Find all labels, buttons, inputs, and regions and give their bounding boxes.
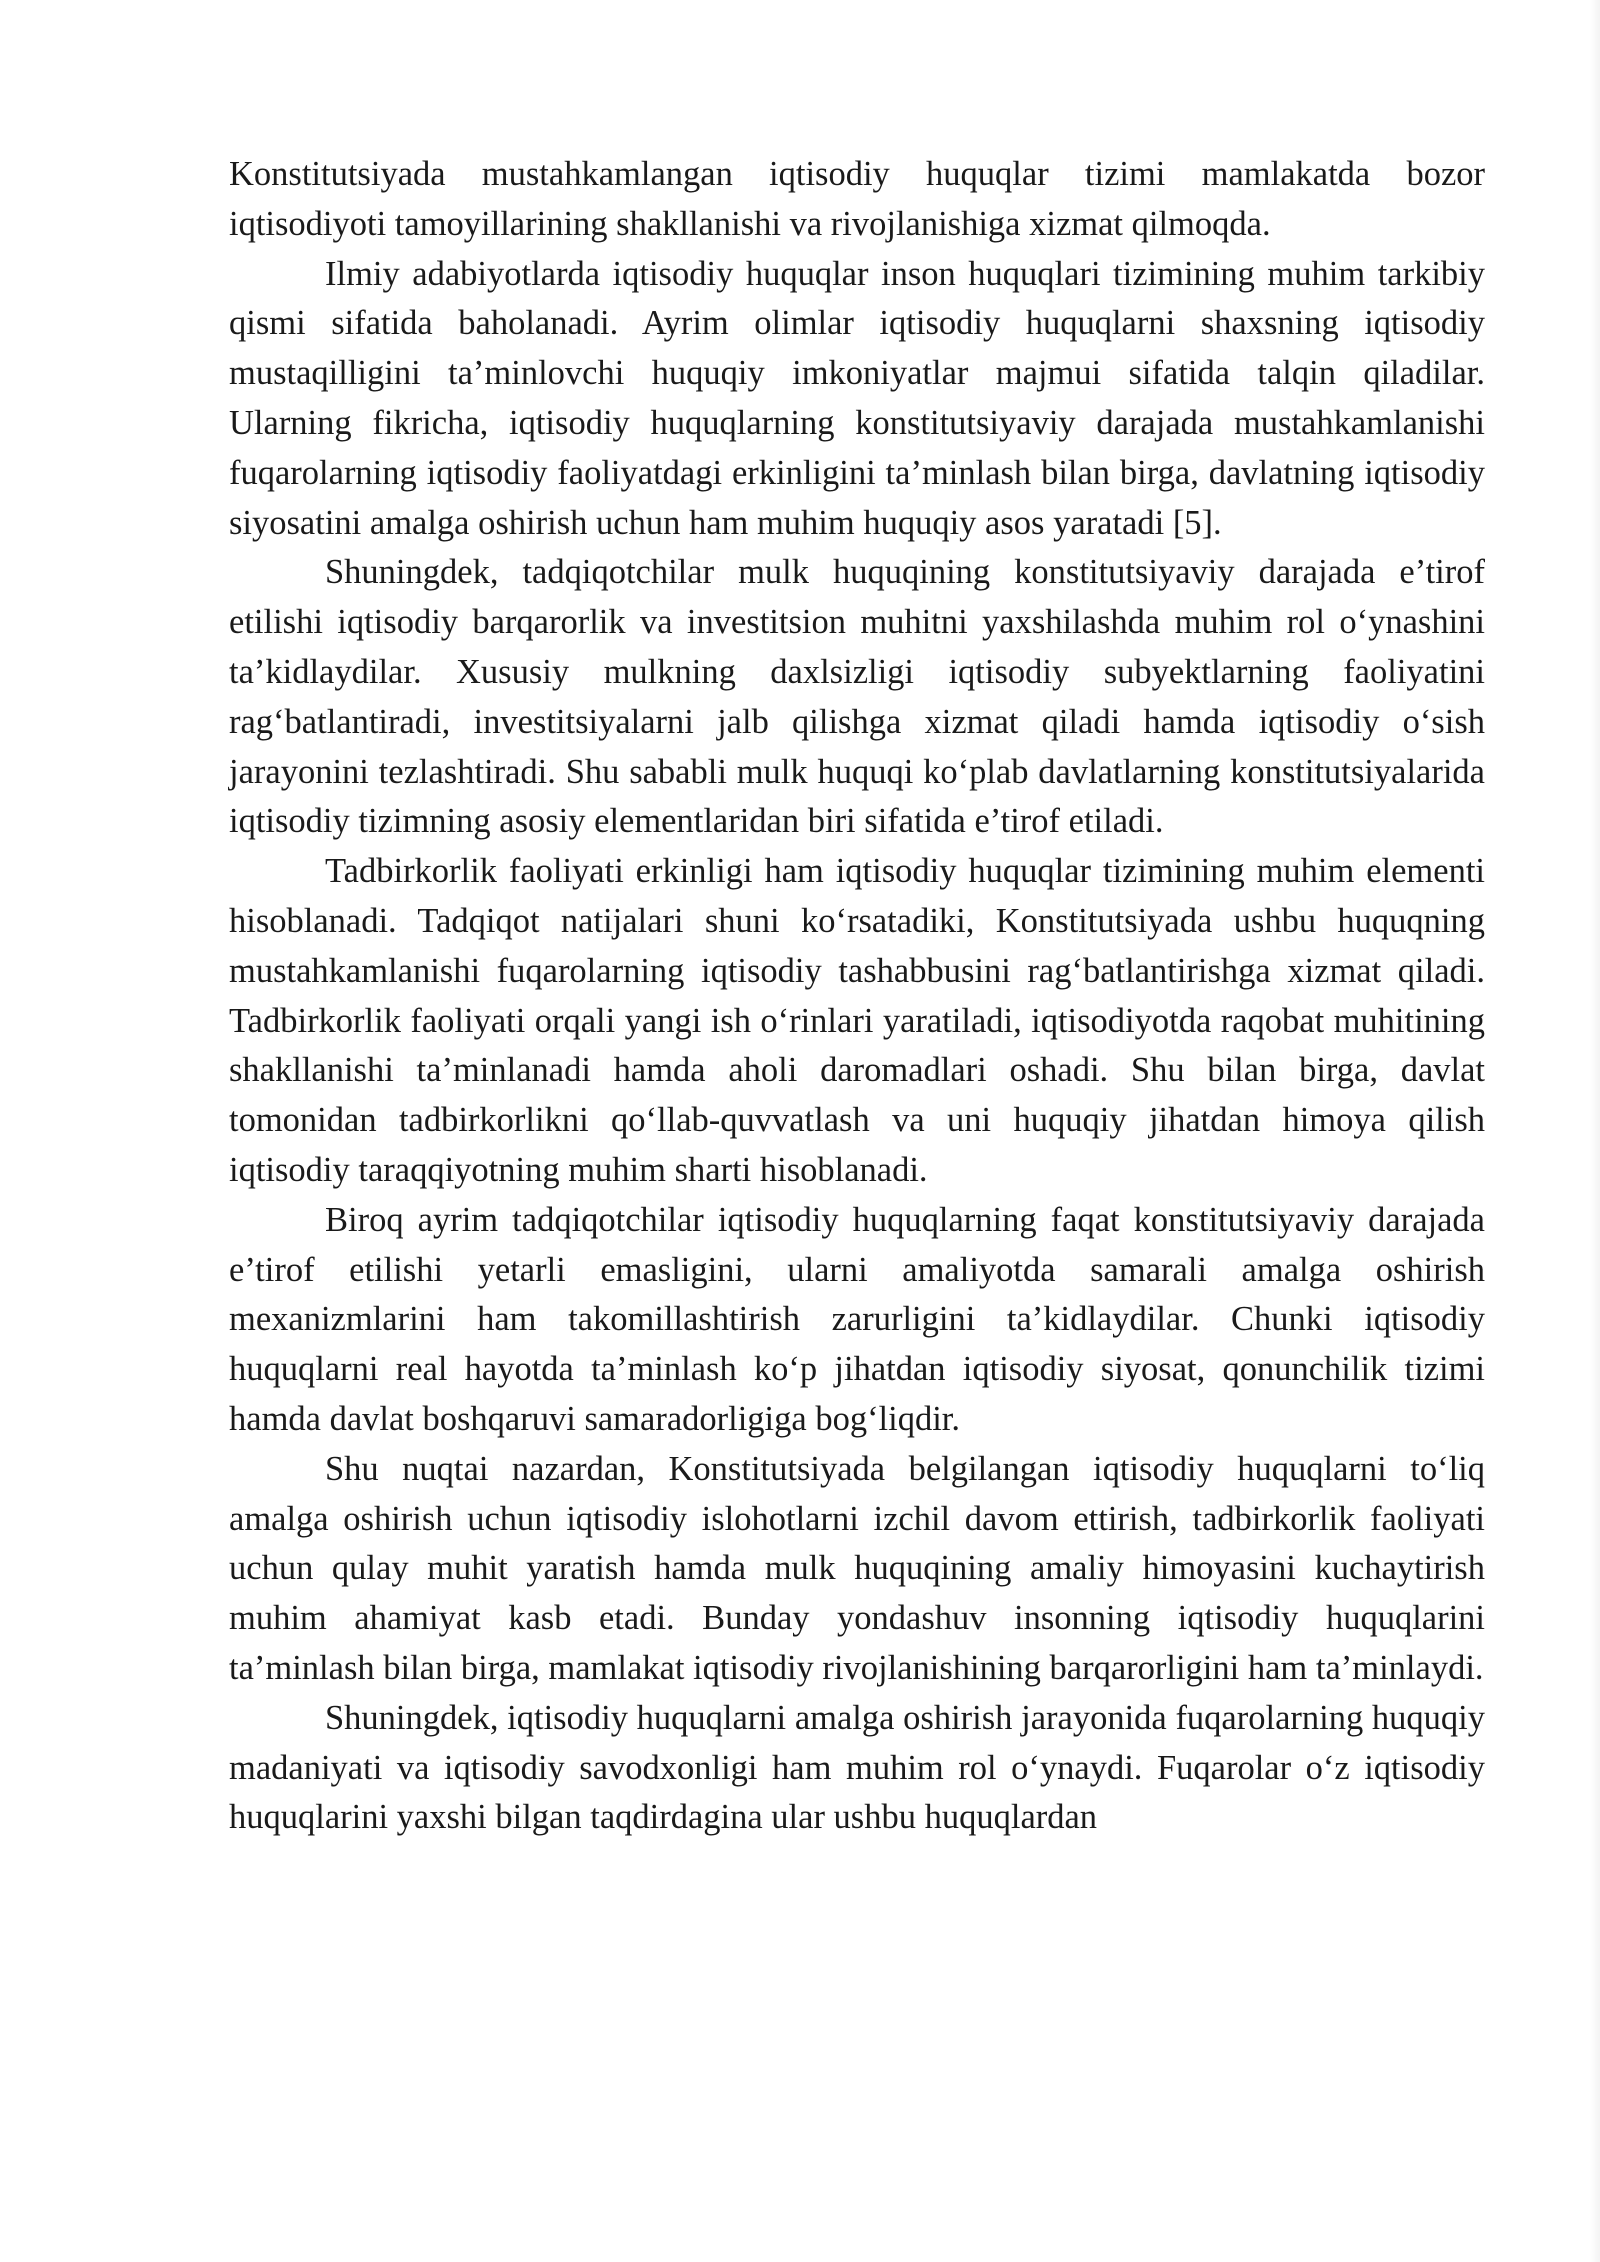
paragraph: Shuningdek, iqtisodiy huquqlarni amalga oshirish jarayonida fuqarolarning huquqiy madaniyati va iqtisodiy savodxonligi ham muhim rol o‘ynaydi. Fuqarolar o‘z iqtisodiy huquqlarini yaxshi bilgan taqdirdagina ular ushbu huquqlardan xyxy=(229,1698,1485,1837)
page-edge-shadow xyxy=(1590,0,1600,2262)
body-text xyxy=(229,150,1485,1843)
paragraph: Konstitutsiyada mustahkamlangan iqtisodiy huquqlar tizimi mamlakatda bozor iqtisodiyoti tamoyillarining shakllanishi va rivojlanishiga xizmat qilmoqda. xyxy=(229,155,1485,243)
paragraph: Shuningdek, tadqiqotchilar mulk huquqining konstitutsiyaviy darajada e’tirof etilishi iqtisodiy barqarorlik va investitsion muhitni yaxshilashda muhim rol o‘ynashini ta’kidlaydilar. Xususiy mulkning daxlsizligi iqtisodiy subyektlarning faoliyatini rag‘batlantiradi, investitsiyalarni jalb qilishga xizmat qiladi hamda iqtisodiy o‘sish jarayonini tezlashtiradi. Shu sababli mulk huquqi ko‘plab davlatlarning konstitutsiyalarida iqtisodiy tizimning asosiy elementlaridan biri sifatida e’tirof etiladi. xyxy=(229,553,1485,841)
paragraph: Biroq ayrim tadqiqotchilar iqtisodiy huquqlarning faqat konstitutsiyaviy darajada e’tirof etilishi yetarli emasligini, ularni amaliyotda samarali amalga oshirish mexanizmlarini ham takomillashtirish zarurligini ta’kidlaydilar. Chunki iqtisodiy huquqlarni real hayotda ta’minlash ko‘p jihatdan iqtisodiy siyosat, qonunchilik tizimi hamda davlat boshqaruvi samaradorligiga bog‘liqdir. xyxy=(229,1200,1485,1438)
paragraph: Tadbirkorlik faoliyati erkinligi ham iqtisodiy huquqlar tizimining muhim elementi hisoblanadi. Tadqiqot natijalari shuni ko‘rsatadiki, Konstitutsiyada ushbu huquqning mustahkamlanishi fuqarolarning iqtisodiy tashabbusini rag‘batlantirishga xizmat qiladi. Tadbirkorlik faoliyati orqali yangi ish o‘rinlari yaratiladi, iqtisodiyotda raqobat muhitining shakllanishi ta’minlanadi hamda aholi daromadlari oshadi. Shu bilan birga, davlat tomonidan tadbirkorlikni qo‘llab-quvvatlash va uni huquqiy jihatdan himoya qilish iqtisodiy taraqqiyotning muhim sharti hisoblanadi. xyxy=(229,852,1485,1189)
paragraph: Shu nuqtai nazardan, Konstitutsiyada belgilangan iqtisodiy huquqlarni to‘liq amalga oshirish uchun iqtisodiy islohotlarni izchil davom ettirish, tadbirkorlik faoliyati uchun qulay muhit yaratish hamda mulk huquqining amaliy himoyasini kuchaytirish muhim ahamiyat kasb etadi. Bunday yondashuv insonning iqtisodiy huquqlarini ta’minlash bilan birga, mamlakat iqtisodiy rivojlanishining barqarorligini ham ta’minlaydi. xyxy=(229,1449,1485,1687)
paragraph: Ilmiy adabiyotlarda iqtisodiy huquqlar inson huquqlari tizimining muhim tarkibiy qismi sifatida baholanadi. Ayrim olimlar iqtisodiy huquqlarni shaxsning iqtisodiy mustaqilligini ta’minlovchi huquqiy imkoniyatlar majmui sifatida talqin qiladilar. Ularning fikricha, iqtisodiy huquqlarning konstitutsiyaviy darajada mustahkamlanishi fuqarolarning iqtisodiy faoliyatdagi erkinligini ta’minlash bilan birga, davlatning iqtisodiy siyosatini amalga oshirish uchun ham muhim huquqiy asos yaratadi [5]. xyxy=(229,254,1485,542)
